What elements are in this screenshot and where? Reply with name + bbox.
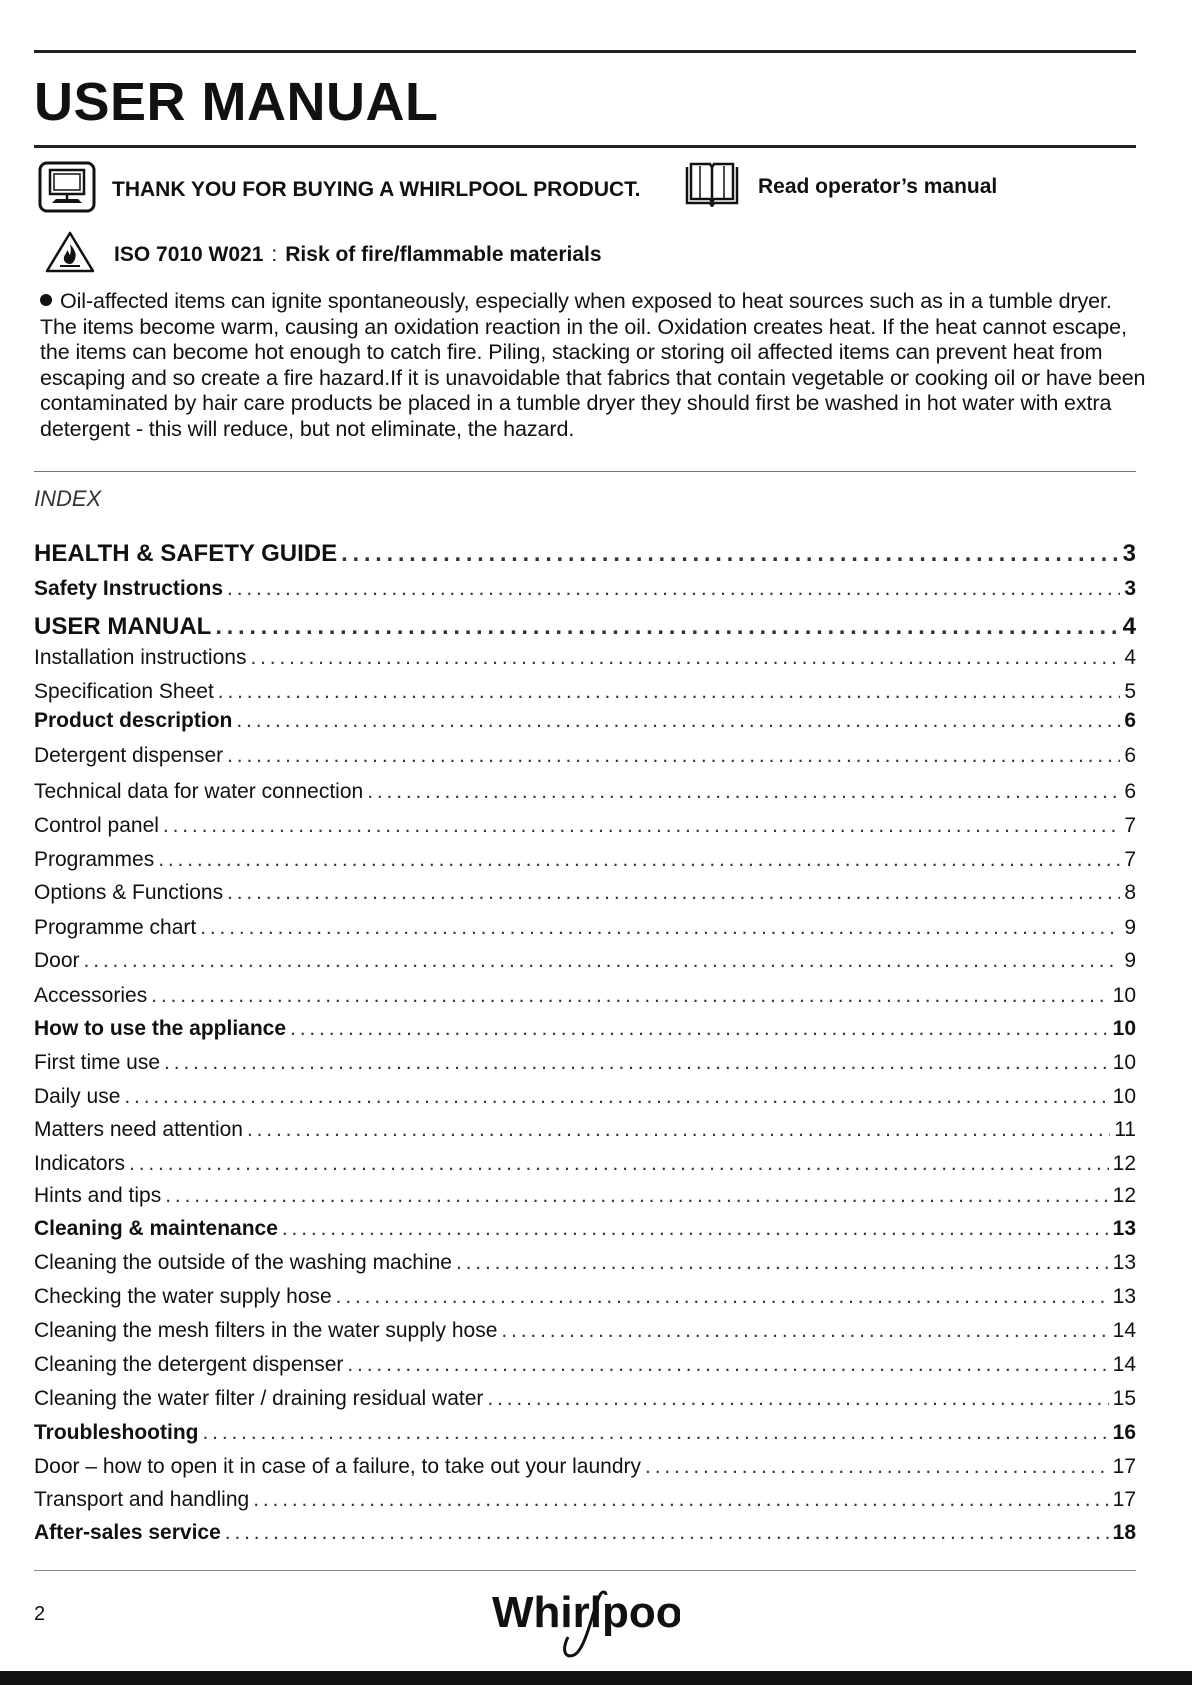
read-manual-text: Read operator’s manual [758,174,998,198]
toc-entry-page: 4 [1124,646,1136,669]
toc-entry [34,1420,1136,1446]
toc-entry [34,1117,1136,1143]
toc-leader-dots [202,1420,1108,1446]
read-manual-notice [684,161,997,212]
toc-entry-title: Product description [34,709,233,732]
toc-entry-page: 12 [1112,1184,1136,1207]
toc-entry-title: Options & Functions [34,881,224,904]
toc-leader-dots [227,743,1120,769]
footer-rule [34,1570,1136,1571]
toc-entry-title: Door [34,949,80,972]
toc-entry-title: Cleaning the detergent dispenser [34,1353,344,1376]
toc-entry [34,1250,1136,1276]
toc-leader-dots [250,645,1120,671]
toc-entry [34,1183,1136,1209]
toc-entry-page: 6 [1124,709,1136,732]
toc-leader-dots [227,576,1120,602]
toc-entry-page: 11 [1114,1118,1136,1141]
toc-entry-page: 6 [1124,780,1136,803]
toc-entry-title: Technical data for water connection [34,780,364,803]
toc-leader-dots [227,880,1120,906]
toc-leader-dots [456,1250,1109,1276]
toc-entry-title: Transport and handling [34,1488,250,1511]
toc-entry [34,614,1136,640]
iso-code: ISO 7010 W021 [114,242,264,266]
toc-entry [34,645,1136,671]
toc-entry-page: 18 [1112,1521,1136,1544]
toc-entry-title: Cleaning the mesh filters in the water supply hose [34,1319,498,1342]
toc-entry [34,1386,1136,1412]
bullet-icon [40,294,52,306]
toc-entry [34,983,1136,1009]
toc-entry [34,679,1136,705]
toc-leader-dots [200,915,1120,941]
toc-entry-title: Daily use [34,1085,121,1108]
toc-leader-dots [253,1487,1108,1513]
toc-leader-dots [367,779,1120,805]
toc-leader-dots [247,1117,1110,1143]
toc-entry-page: 12 [1112,1152,1136,1175]
toc-leader-dots [84,948,1121,974]
toc-entry-title: Installation instructions [34,646,247,669]
toc-entry-page: 5 [1124,680,1136,703]
toc-entry [34,1284,1136,1310]
toc-entry-title: Specification Sheet [34,680,214,703]
toc-entry [34,541,1136,567]
toc-entry [34,779,1136,805]
toc-entry-title: Control panel [34,814,159,837]
toc-entry [34,1318,1136,1344]
toc-entry-title: Safety Instructions [34,577,224,600]
toc-entry-page: 3 [1124,577,1136,600]
toc-entry-page: 13 [1112,1251,1136,1274]
toc-entry-page: 7 [1124,848,1136,871]
toc-entry-page: 8 [1124,881,1136,904]
toc-leader-dots [158,847,1120,873]
iso-separator: : [271,242,278,266]
toc-leader-dots [501,1318,1108,1344]
toc-entry-title: Cleaning the water filter / draining residual water [34,1387,484,1410]
page-number: 2 [34,1603,46,1625]
toc-entry-title: How to use the appliance [34,1017,287,1040]
toc-entry-page: 6 [1124,744,1136,767]
toc-entry [34,1151,1136,1177]
toc-entry [34,1352,1136,1378]
iso-text: Risk of fire/flammable materials [285,242,602,266]
toc-leader-dots [151,983,1108,1009]
oil-warning-text: Oil-affected items can ignite spontaneously, especially when exposed to heat sources such as in a tumble dryer. The items become warm, causing an oxidation reaction in the oil. Oxidation creates heat. If the heat cannot escape, the items can become hot enough to catch fire. Piling, stacking or storing oil affected items can prevent heat from escaping and so create a fire hazard.If it is unavoidable that fabrics that contain vegetable or cooking oil or have been contaminated by hair care products be placed in a tumble dryer they should first be washed in hot water with extra detergent - this will reduce, but not eliminate, the hazard. [40,289,1146,441]
toc-entry-title: Door – how to open it in case of a failure, to take out your laundry [34,1455,642,1478]
toc-leader-dots [163,813,1120,839]
flammable-warning-icon [44,230,96,279]
toc-entry-title: First time use [34,1051,161,1074]
toc-entry-page: 14 [1112,1353,1136,1376]
toc-entry-page: 9 [1124,949,1136,972]
thanks-text: THANK YOU FOR BUYING A WHIRLPOOL PRODUCT. [112,177,641,201]
toc-entry-page: 16 [1112,1421,1136,1444]
toc-entry [34,1520,1136,1546]
toc-leader-dots [341,541,1119,567]
page-title: USER MANUAL [34,72,439,132]
toc-entry-page: 17 [1112,1488,1136,1511]
toc-entry-title: Programme chart [34,916,197,939]
toc-entry-title: HEALTH & SAFETY GUIDE [34,540,338,567]
toc-entry [34,1084,1136,1110]
toc-entry-page: 3 [1122,540,1136,567]
open-book-icon [684,161,740,212]
toc-entry-page: 10 [1112,1051,1136,1074]
toc-leader-dots [164,1050,1109,1076]
toc-leader-dots [165,1183,1108,1209]
toc-entry-page: 4 [1122,613,1136,640]
toc-entry-page: 14 [1112,1319,1136,1342]
title-rule [34,145,1136,148]
page-bottom-band [0,1671,1192,1685]
iso-notice [44,230,602,279]
toc-entry-title: Troubleshooting [34,1421,199,1444]
toc-entry [34,1487,1136,1513]
toc-entry-page: 10 [1112,1017,1136,1040]
toc-entry-title: After-sales service [34,1521,221,1544]
toc-entry [34,743,1136,769]
toc-entry-page: 7 [1124,814,1136,837]
toc-leader-dots [215,614,1118,640]
toc-leader-dots [645,1454,1109,1480]
toc-leader-dots [336,1284,1109,1310]
toc-leader-dots [282,1216,1109,1242]
toc-leader-dots [129,1151,1109,1177]
toc-entry-page: 10 [1112,984,1136,1007]
toc-entry [34,1050,1136,1076]
toc-entry-page: 10 [1112,1085,1136,1108]
toc-entry-title: Programmes [34,848,155,871]
top-rule [34,50,1136,53]
toc-leader-dots [487,1386,1108,1412]
whirlpool-logo [490,1575,680,1665]
toc-entry [34,576,1136,602]
toc-entry-title: Cleaning the outside of the washing machine [34,1251,452,1274]
toc-leader-dots [347,1352,1108,1378]
computer-monitor-icon [38,161,96,218]
toc-entry-title: Detergent dispenser [34,744,224,767]
index-heading: INDEX [34,486,102,511]
thanks-notice [38,161,641,218]
toc-entry-page: 15 [1112,1387,1136,1410]
toc-entry [34,847,1136,873]
toc-entry-page: 9 [1124,916,1136,939]
toc-entry-title: Accessories [34,984,148,1007]
toc-entry-title: Cleaning & maintenance [34,1217,278,1240]
toc-leader-dots [218,679,1121,705]
toc-entry [34,880,1136,906]
toc-entry [34,948,1136,974]
toc-entry-page: 17 [1112,1455,1136,1478]
toc-entry [34,915,1136,941]
toc-leader-dots [225,1520,1109,1546]
toc-entry-title: USER MANUAL [34,613,212,640]
toc-entry [34,813,1136,839]
toc-entry [34,1216,1136,1242]
toc-entry-page: 13 [1112,1217,1136,1240]
toc-entry-title: Checking the water supply hose [34,1285,332,1308]
toc-entry [34,1016,1136,1042]
toc-leader-dots [290,1016,1109,1042]
toc-leader-dots [236,708,1120,734]
toc-entry-title: Matters need attention [34,1118,243,1141]
toc-entry-title: Indicators [34,1152,126,1175]
toc-entry-page: 13 [1112,1285,1136,1308]
toc-entry [34,708,1136,734]
toc-leader-dots [124,1084,1108,1110]
brand-wordmark: Whirlpool [492,1588,680,1637]
toc-entry [34,1454,1136,1480]
oil-warning-paragraph [40,289,1150,442]
index-rule [34,471,1136,472]
toc-entry-title: Hints and tips [34,1184,162,1207]
